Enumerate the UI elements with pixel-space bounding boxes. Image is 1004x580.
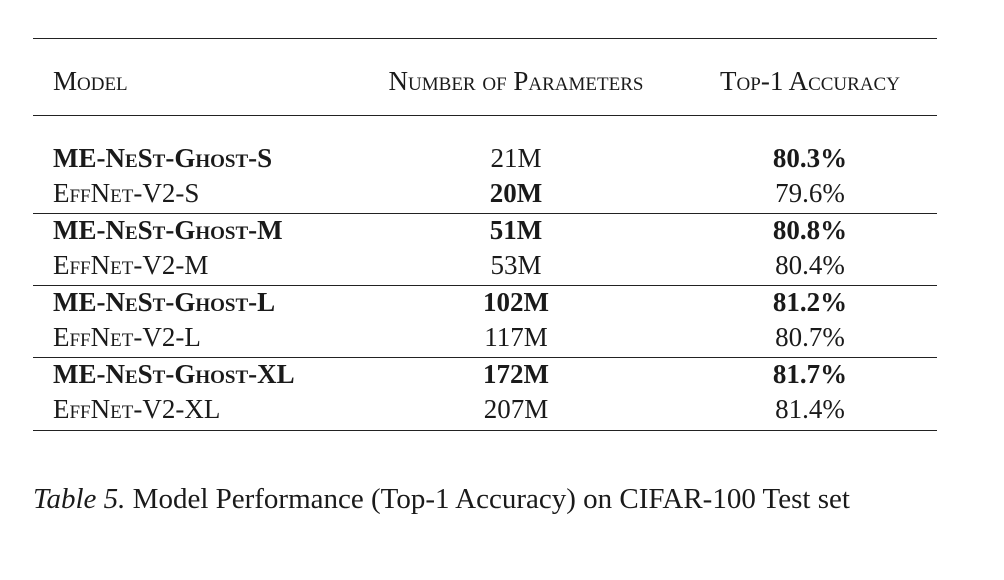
- row-accuracy: 80.3%: [772, 143, 848, 173]
- row-model: EffNet-V2-S: [53, 178, 200, 208]
- row-params: 53M: [490, 250, 542, 280]
- row-model: EffNet-V2-XL: [53, 394, 221, 424]
- header-accuracy: Top-1 Accuracy: [720, 66, 900, 96]
- table-row: [0, 142, 1004, 174]
- row-params: 20M: [489, 178, 543, 208]
- row-model: EffNet-V2-M: [53, 250, 209, 280]
- caption-text: Model Performance (Top-1 Accuracy) on CIFAR-100 Test set: [132, 483, 850, 515]
- row-model: EffNet-V2-L: [53, 322, 201, 352]
- row-accuracy: 81.4%: [775, 394, 845, 424]
- table-caption: [33, 481, 893, 518]
- row-model: ME-NeSt-Ghost-XL: [53, 359, 295, 389]
- row-accuracy: 79.6%: [775, 178, 845, 208]
- table-row: [0, 214, 1004, 246]
- table-row: [0, 393, 1004, 425]
- row-accuracy: 81.7%: [772, 359, 848, 389]
- table-top-rule: [33, 38, 937, 39]
- row-model: ME-NeSt-Ghost-M: [53, 215, 283, 245]
- row-params: 207M: [483, 394, 549, 424]
- table-row: [0, 358, 1004, 390]
- row-model: ME-NeSt-Ghost-S: [53, 143, 273, 173]
- row-params: 172M: [483, 359, 549, 389]
- table-row: [0, 249, 1004, 281]
- header-params: Number of Parameters: [388, 66, 644, 96]
- table-header-row: [0, 65, 1004, 97]
- table-header-rule: [33, 115, 937, 116]
- table-row: [0, 177, 1004, 209]
- row-accuracy: 81.2%: [772, 287, 848, 317]
- table-row: [0, 321, 1004, 353]
- table-row: [0, 286, 1004, 318]
- row-params: 102M: [483, 287, 549, 317]
- row-accuracy: 80.4%: [775, 250, 845, 280]
- row-params: 21M: [490, 143, 542, 173]
- row-params: 117M: [484, 322, 548, 352]
- row-accuracy: 80.7%: [775, 322, 845, 352]
- header-model: Model: [53, 66, 128, 96]
- row-model: ME-NeSt-Ghost-L: [53, 287, 276, 317]
- row-params: 51M: [489, 215, 543, 245]
- row-accuracy: 80.8%: [772, 215, 848, 245]
- table-bottom-rule: [33, 430, 937, 431]
- caption-label: Table 5.: [33, 483, 126, 515]
